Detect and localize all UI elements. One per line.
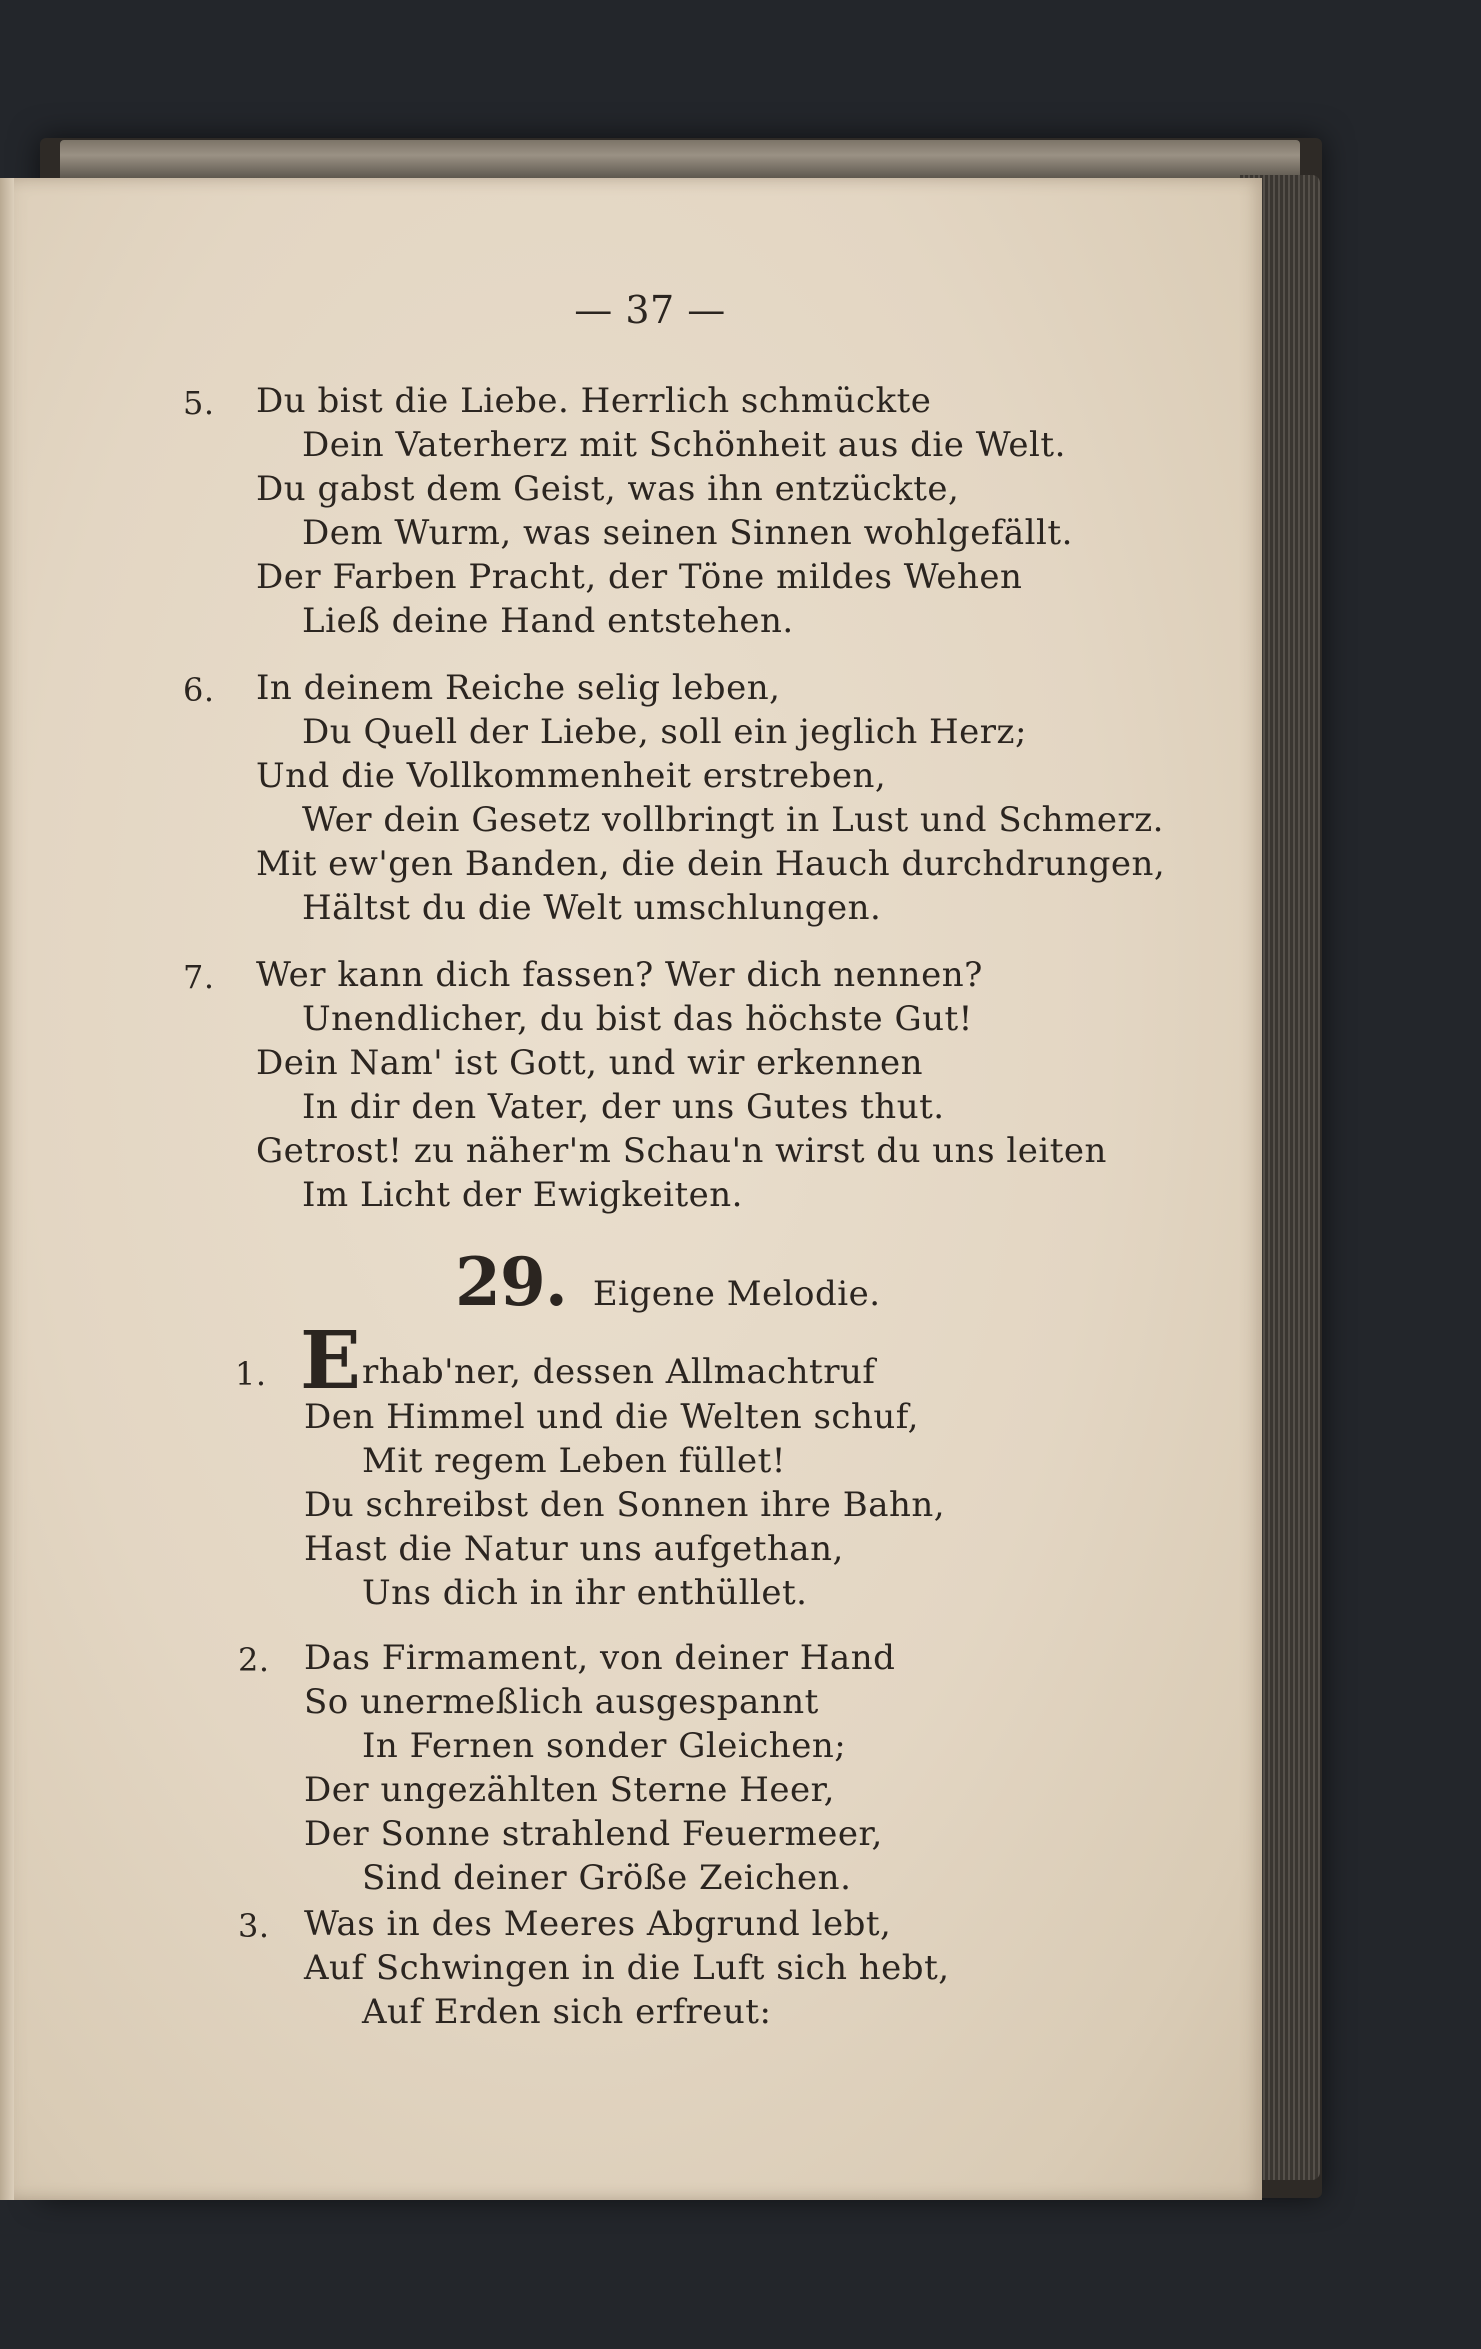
verse-line: Sind deiner Größe Zeichen. xyxy=(362,1858,852,1898)
verse-line: Wer kann dich fassen? Wer dich nennen? xyxy=(256,955,983,995)
verse-line: In deinem Reiche selig leben, xyxy=(256,668,781,708)
verse-line: Im Licht der Ewigkeiten. xyxy=(302,1175,743,1215)
hymn-number: 29. xyxy=(455,1243,567,1321)
verse-line: Auf Erden sich erfreut: xyxy=(362,1992,772,2032)
page-number: — 37 — xyxy=(574,288,726,332)
verse-line: Du bist die Liebe. Herrlich schmückte xyxy=(256,381,932,421)
verse-line: Du Quell der Liebe, soll ein jeglich Herz; xyxy=(302,712,1027,752)
hymn-melody: Eigene Melodie. xyxy=(592,1274,881,1314)
stanza-number: 5. xyxy=(183,384,215,422)
verse-line: Das Firmament, von deiner Hand xyxy=(304,1638,896,1678)
verse-line: Dein Nam' ist Gott, und wir erkennen xyxy=(256,1043,924,1083)
verse-line: Dein Vaterherz mit Schönheit aus die Welt. xyxy=(302,425,1066,465)
verse-line: Getrost! zu näher'm Schau'n wirst du uns leiten xyxy=(256,1131,1107,1171)
verse-line: In Fernen sonder Gleichen; xyxy=(362,1726,847,1766)
verse-line: Uns dich in ihr enthüllet. xyxy=(362,1573,808,1613)
stanza-number: 1. xyxy=(235,1355,267,1393)
verse-line: Den Himmel und die Welten schuf, xyxy=(304,1397,919,1437)
verse-line: Hast die Natur uns aufgethan, xyxy=(304,1529,844,1569)
verse-line: Unendlicher, du bist das höchste Gut! xyxy=(302,999,973,1039)
book-page xyxy=(0,178,1262,2200)
drop-cap: E xyxy=(300,1313,362,1407)
verse-line: Und die Vollkommenheit erstreben, xyxy=(256,756,887,796)
verse-line: Du gabst dem Geist, was ihn entzückte, xyxy=(256,469,960,509)
verse-line: Wer dein Gesetz vollbringt in Lust und Schmerz. xyxy=(302,800,1164,840)
verse-line: Mit ew'gen Banden, die dein Hauch durchdrungen, xyxy=(256,844,1166,884)
stanza-number: 7. xyxy=(183,958,215,996)
hymn-header xyxy=(455,1243,881,1321)
stanza-number: 6. xyxy=(183,671,215,709)
verse-line: So unermeßlich ausgespannt xyxy=(304,1682,819,1722)
verse-line: In dir den Vater, der uns Gutes thut. xyxy=(302,1087,945,1127)
cover-top-edge xyxy=(60,140,1300,178)
page-gutter-edge xyxy=(0,178,14,2200)
stanza-number: 2. xyxy=(238,1641,270,1679)
verse-line: Was in des Meeres Abgrund lebt, xyxy=(304,1904,892,1944)
verse-line: Mit regem Leben füllet! xyxy=(362,1441,786,1481)
stanza-number: 3. xyxy=(238,1907,270,1945)
verse-line: Auf Schwingen in die Luft sich hebt, xyxy=(304,1948,950,1988)
verse-line: Dem Wurm, was seinen Sinnen wohlgefällt. xyxy=(302,513,1073,553)
verse-line: Der Farben Pracht, der Töne mildes Wehen xyxy=(256,557,1023,597)
verse-line: Der ungezählten Sterne Heer, xyxy=(304,1770,835,1810)
page-content xyxy=(0,178,1262,2200)
verse-line: Du schreibst den Sonnen ihre Bahn, xyxy=(304,1485,946,1525)
verse-line: Der Sonne strahlend Feuermeer, xyxy=(304,1814,883,1854)
verse-line: rhab'ner, dessen Allmachtruf xyxy=(362,1352,876,1392)
verse-line: Hältst du die Welt umschlungen. xyxy=(302,888,882,928)
verse-line: Ließ deine Hand entstehen. xyxy=(302,601,794,641)
